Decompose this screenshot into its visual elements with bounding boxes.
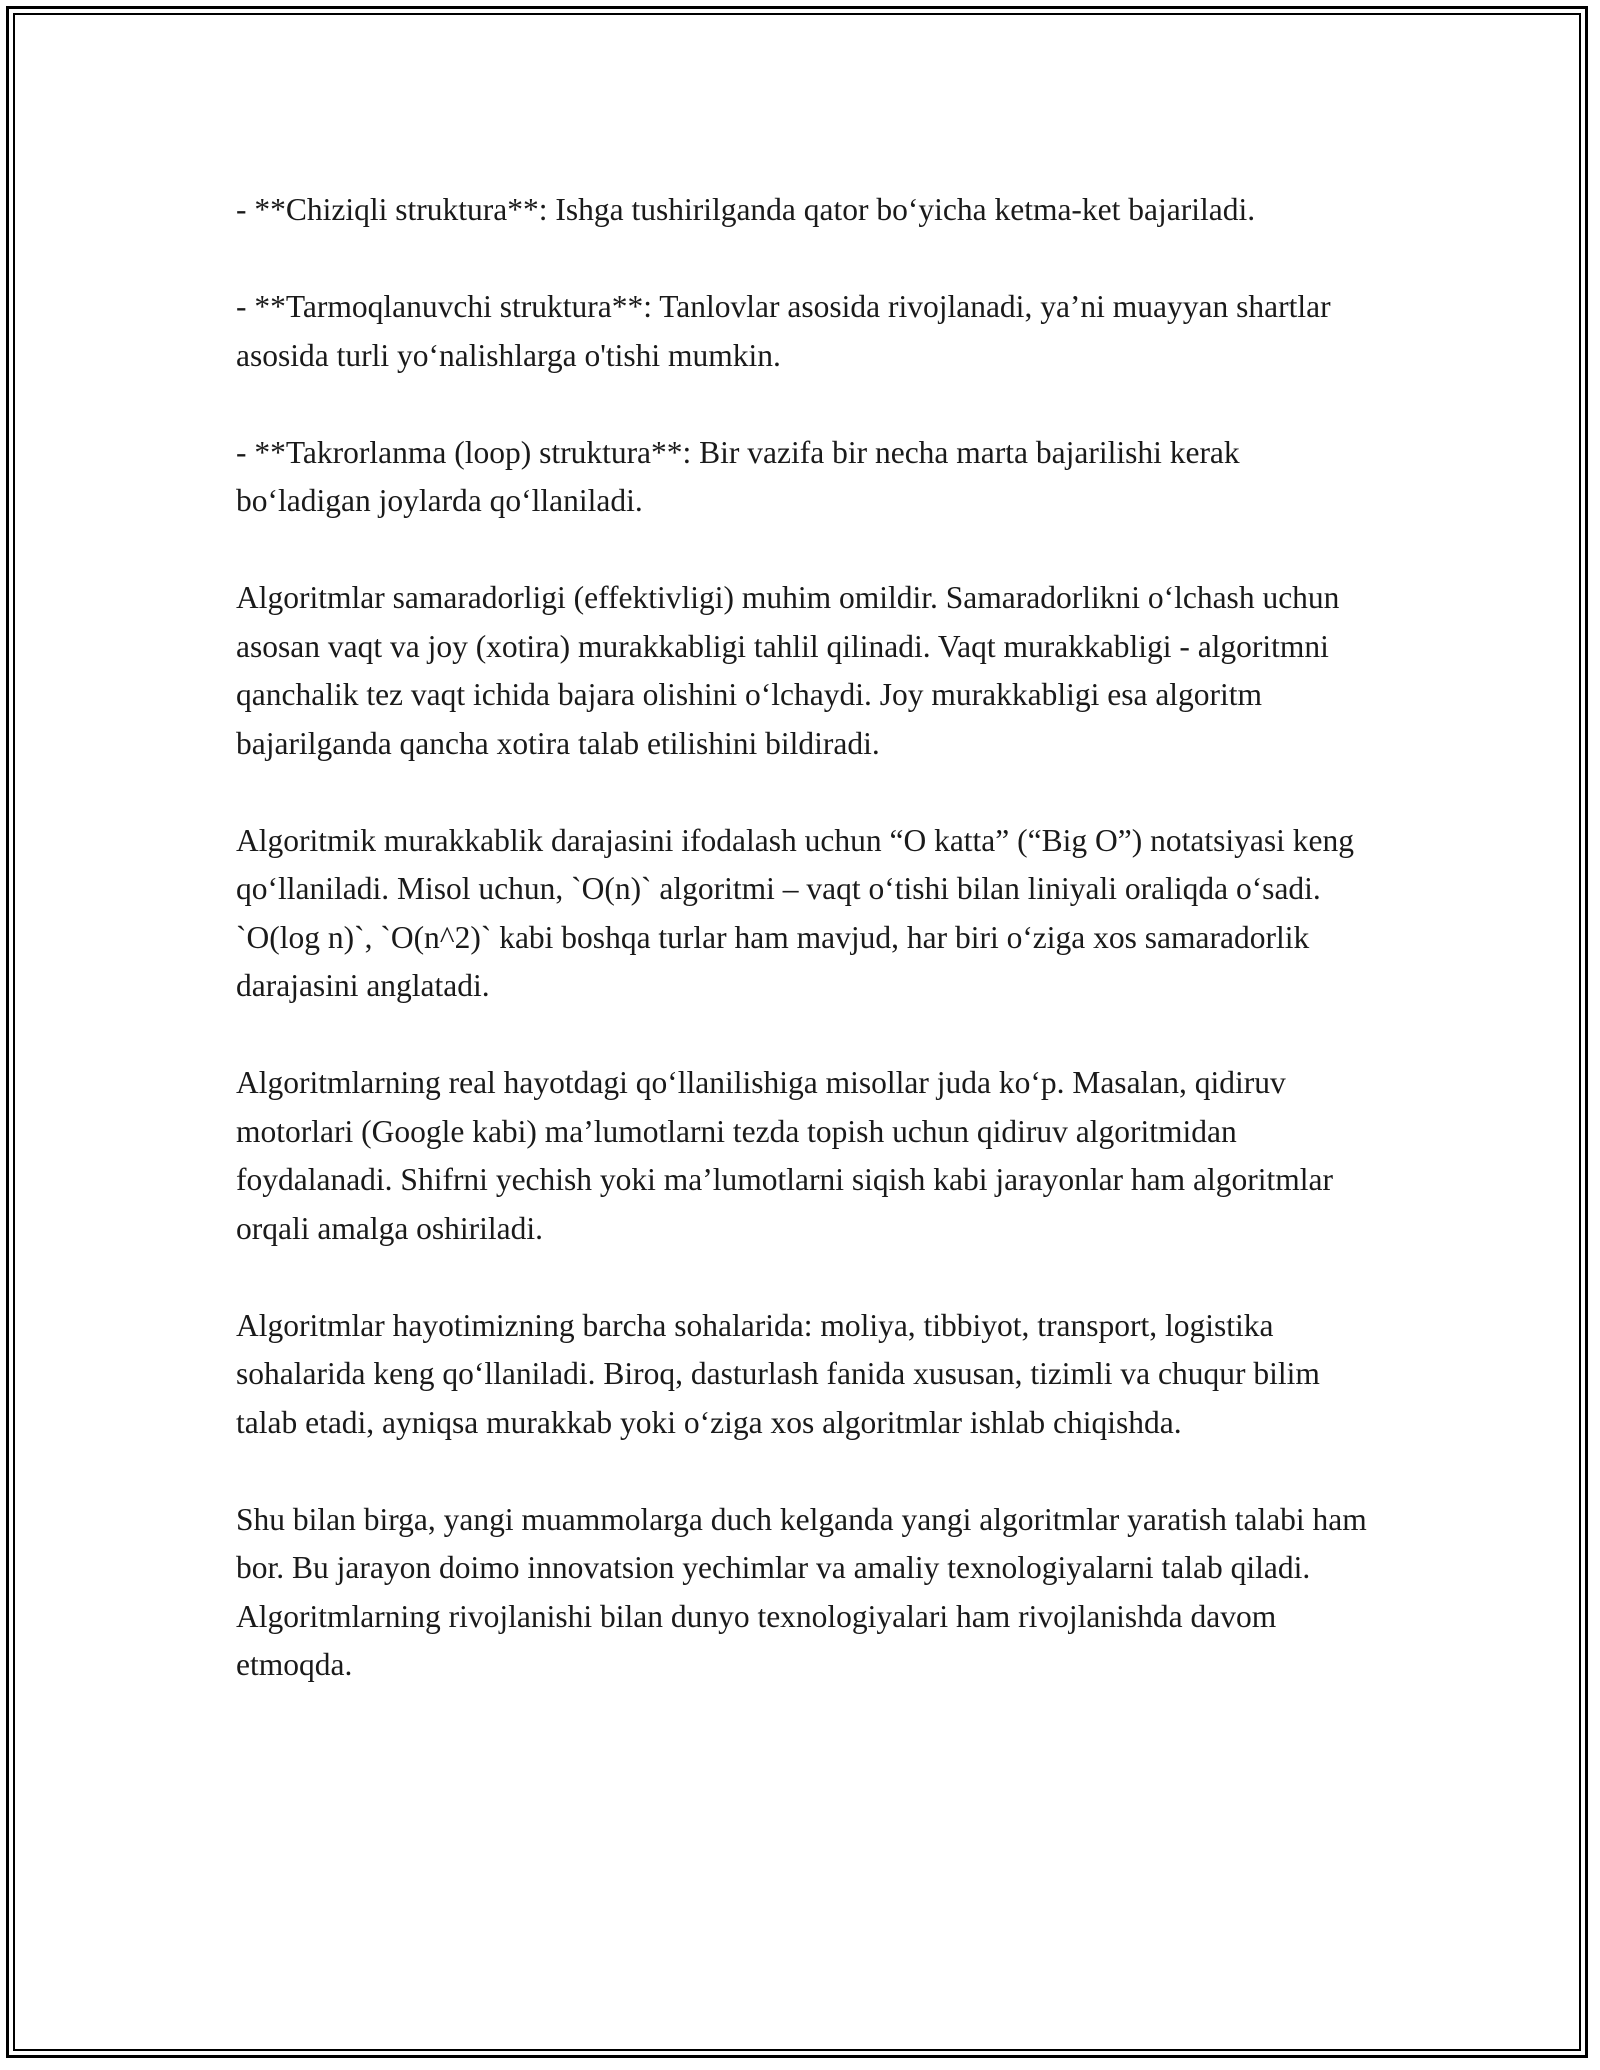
paragraph-efficiency: Algoritmlar samaradorligi (effektivligi) muhim omildir. Samaradorlikni o‘lchash uchun asosan vaqt va joy (xotira) murakkabligi tahlil qilinadi. Vaqt murakkabligi - algoritmni qanchalik tez vaqt ichida bajara olishini o‘lchaydi. Joy murakkabligi esa algoritm bajarilganda qancha xotira talab etilishini bildiradi. (236, 580, 1340, 761)
paragraph-branching-structure: - **Tarmoqlanuvchi struktura**: Tanlovlar asosida rivojlanadi, ya’ni muayyan shartlar asosida turli yo‘nalishlarga o'tishi mumkin. (236, 289, 1331, 373)
paragraph-linear-structure: - **Chiziqli struktura**: Ishga tushirilganda qator bo‘yicha ketma-ket bajariladi. (236, 192, 1256, 227)
paragraph-new-algorithms: Shu bilan birga, yangi muammolarga duch kelganda yangi algoritmlar yaratish talabi ham bor. Bu jarayon doimo innovatsion yechimlar va amaliy texnologiyalarni talab qiladi. Algoritmlarning rivojlanishi bilan dunyo texnologiyalari ham rivojlanishda davom etmoqda. (236, 1501, 1367, 1682)
document-body (236, 186, 1376, 1738)
paragraph-application-areas: Algoritmlar hayotimizning barcha sohalarida: moliya, tibbiyot, transport, logistika sohalarida keng qo‘llaniladi. Biroq, dasturlash fanida xususan, tizimli va chuqur bilim talab etadi, ayniqsa murakkab yoki o‘ziga xos algoritmlar ishlab chiqishda. (236, 1307, 1320, 1440)
paragraph-big-o: Algoritmik murakkablik darajasini ifodalash uchun “O katta” (“Big O”) notatsiyasi keng qo‘llaniladi. Misol uchun, `O(n)` algoritmi – vaqt o‘tishi bilan liniyali oraliqda o‘sadi. `O(log n)`, `O(n^2)` kabi boshqa turlar ham mavjud, har biri o‘ziga xos samaradorlik darajasini anglatadi. (236, 822, 1354, 1003)
paragraph-real-life-examples: Algoritmlarning real hayotdagi qo‘llanilishiga misollar juda ko‘p. Masalan, qidiruv motorlari (Google kabi) ma’lumotlarni tezda topish uchun qidiruv algoritmidan foydalanadi. Shifrni yechish yoki ma’lumotlarni siqish kabi jarayonlar ham algoritmlar orqali amalga oshiriladi. (236, 1065, 1333, 1246)
paragraph-loop-structure: - **Takrorlanma (loop) struktura**: Bir vazifa bir necha marta bajarilishi kerak bo‘ladigan joylarda qo‘llaniladi. (236, 434, 1240, 518)
